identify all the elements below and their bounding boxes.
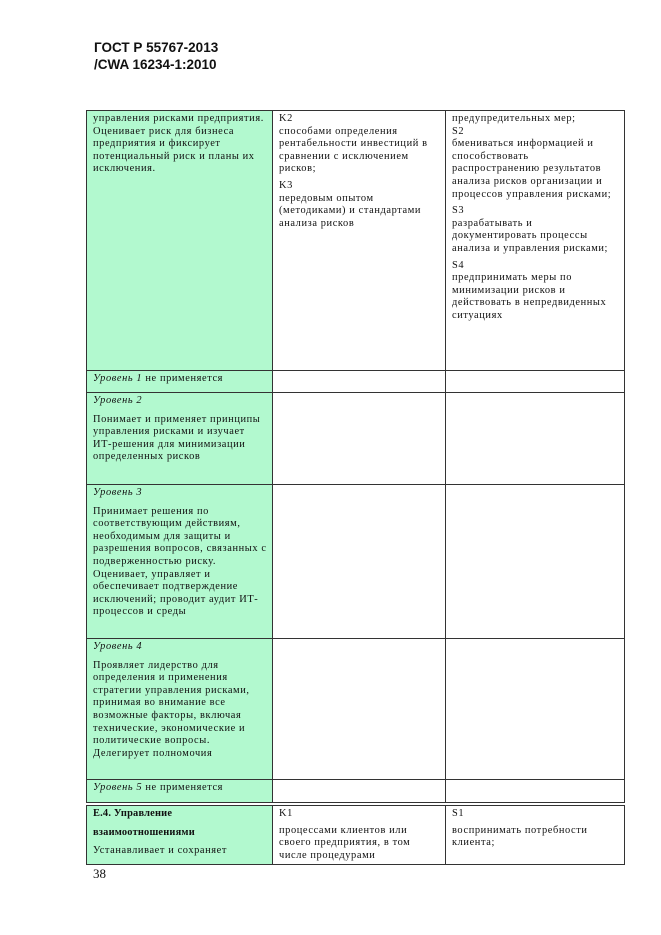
- level-2-cell: [87, 393, 273, 485]
- skill-text-s2: бмениваться информацией и способствовать распространению результатов анализа рисков организации и процессов управления рисками;: [452, 138, 612, 200]
- level-1-title: Уровень 1: [93, 373, 143, 384]
- skill-text-s3: разрабатывать и документировать процессы анализа и управления рисками;: [452, 217, 609, 254]
- skills-cell: [446, 111, 625, 371]
- e4-skills-cell: [446, 806, 625, 865]
- table-row-e4: [87, 806, 625, 865]
- e4-title-line1: E.4. Управление: [93, 808, 173, 819]
- competence-table: [86, 110, 625, 865]
- level-3-knowledge: [273, 485, 446, 639]
- skill-text-s4: предпринимать меры по минимизации рисков и действовать в непредвиденных ситуациях: [452, 272, 607, 321]
- document-header-cwa: /CWA 16234-1:2010: [94, 57, 217, 72]
- level-2-knowledge: [273, 393, 446, 485]
- level-1-suffix: не применяется: [142, 373, 224, 384]
- level-3-cell: [87, 485, 273, 639]
- level-5-title: Уровень 5: [93, 782, 143, 793]
- knowledge-text-k1: процессами клиентов или своего предприятия, в том числе процедурами: [279, 824, 411, 861]
- level-5-suffix: не применяется: [142, 782, 224, 793]
- competence-description: [87, 111, 273, 371]
- document-header-standard: ГОСТ Р 55767-2013: [94, 40, 219, 55]
- level-3-title: Уровень 3: [93, 487, 143, 498]
- level-4-knowledge: [273, 639, 446, 780]
- skill-code-s2: S2: [452, 125, 465, 137]
- level-5-cell: [87, 780, 273, 803]
- level-4-cell: [87, 639, 273, 780]
- e4-description-text: Устанавливает и сохраняет: [93, 845, 228, 857]
- table-row-level-5: [87, 780, 625, 803]
- knowledge-code-k1: K1: [279, 808, 293, 819]
- level-4-title: Уровень 4: [93, 641, 143, 652]
- level-1-skills: [446, 371, 625, 393]
- level-2-title: Уровень 2: [93, 395, 143, 406]
- knowledge-code-k3: K3: [279, 179, 293, 191]
- table-row-level-2: [87, 393, 625, 485]
- level-1-knowledge: [273, 371, 446, 393]
- skill-code-s3: S3: [452, 205, 465, 217]
- level-3-skills: [446, 485, 625, 639]
- e4-title-line2: взаимоотношениями: [93, 826, 195, 838]
- e4-knowledge-cell: [273, 806, 446, 865]
- table-row-risk-management: [87, 111, 625, 371]
- level-1-cell: [87, 371, 273, 393]
- skill-text-s1: воспринимать потребности клиента;: [452, 824, 588, 849]
- level-4-skills: [446, 639, 625, 780]
- table-row-level-1: [87, 371, 625, 393]
- skill-text-s1-tail: предупредительных мер;: [452, 113, 576, 124]
- level-2-text: Понимает и применяет принципы управления рисками и изучает ИТ-решения для минимизации определенных рисков: [93, 413, 261, 463]
- level-3-text: Принимает решения по соответствующим действиям, необходимым для защиты и разрешения вопросов, связанных с подверженностью риску. Оценивает, управляет и обеспечивает подтверждение исключений; проводит аудит ИТ-процессов и среды: [93, 505, 267, 618]
- level-5-skills: [446, 780, 625, 803]
- level-5-knowledge: [273, 780, 446, 803]
- level-4-text: Проявляет лидерство для определения и применения стратегии управления рисками, принимая во внимание все возможные факторы, включая технические, экономические и политические вопросы. Делегирует полномочия: [93, 659, 250, 759]
- knowledge-text-k3: передовым опытом (методиками) и стандартами анализа рисков: [279, 192, 422, 229]
- skill-code-s4: S4: [452, 259, 465, 271]
- level-2-skills: [446, 393, 625, 485]
- table-row-level-3: [87, 485, 625, 639]
- knowledge-text-k2: способами определения рентабельности инвестиций в сравнении с исключением рисков;: [279, 125, 428, 175]
- skill-code-s1: S1: [452, 808, 465, 819]
- description-text: управления рисками предприятия. Оценивает риск для бизнеса предприятия и фиксирует потенциальный риск и планы их исключения.: [93, 113, 264, 175]
- knowledge-code-k2: K2: [279, 113, 293, 124]
- page-number: 38: [93, 866, 106, 881]
- knowledge-cell: [273, 111, 446, 371]
- table-row-level-4: [87, 639, 625, 780]
- e4-description-cell: [87, 806, 273, 865]
